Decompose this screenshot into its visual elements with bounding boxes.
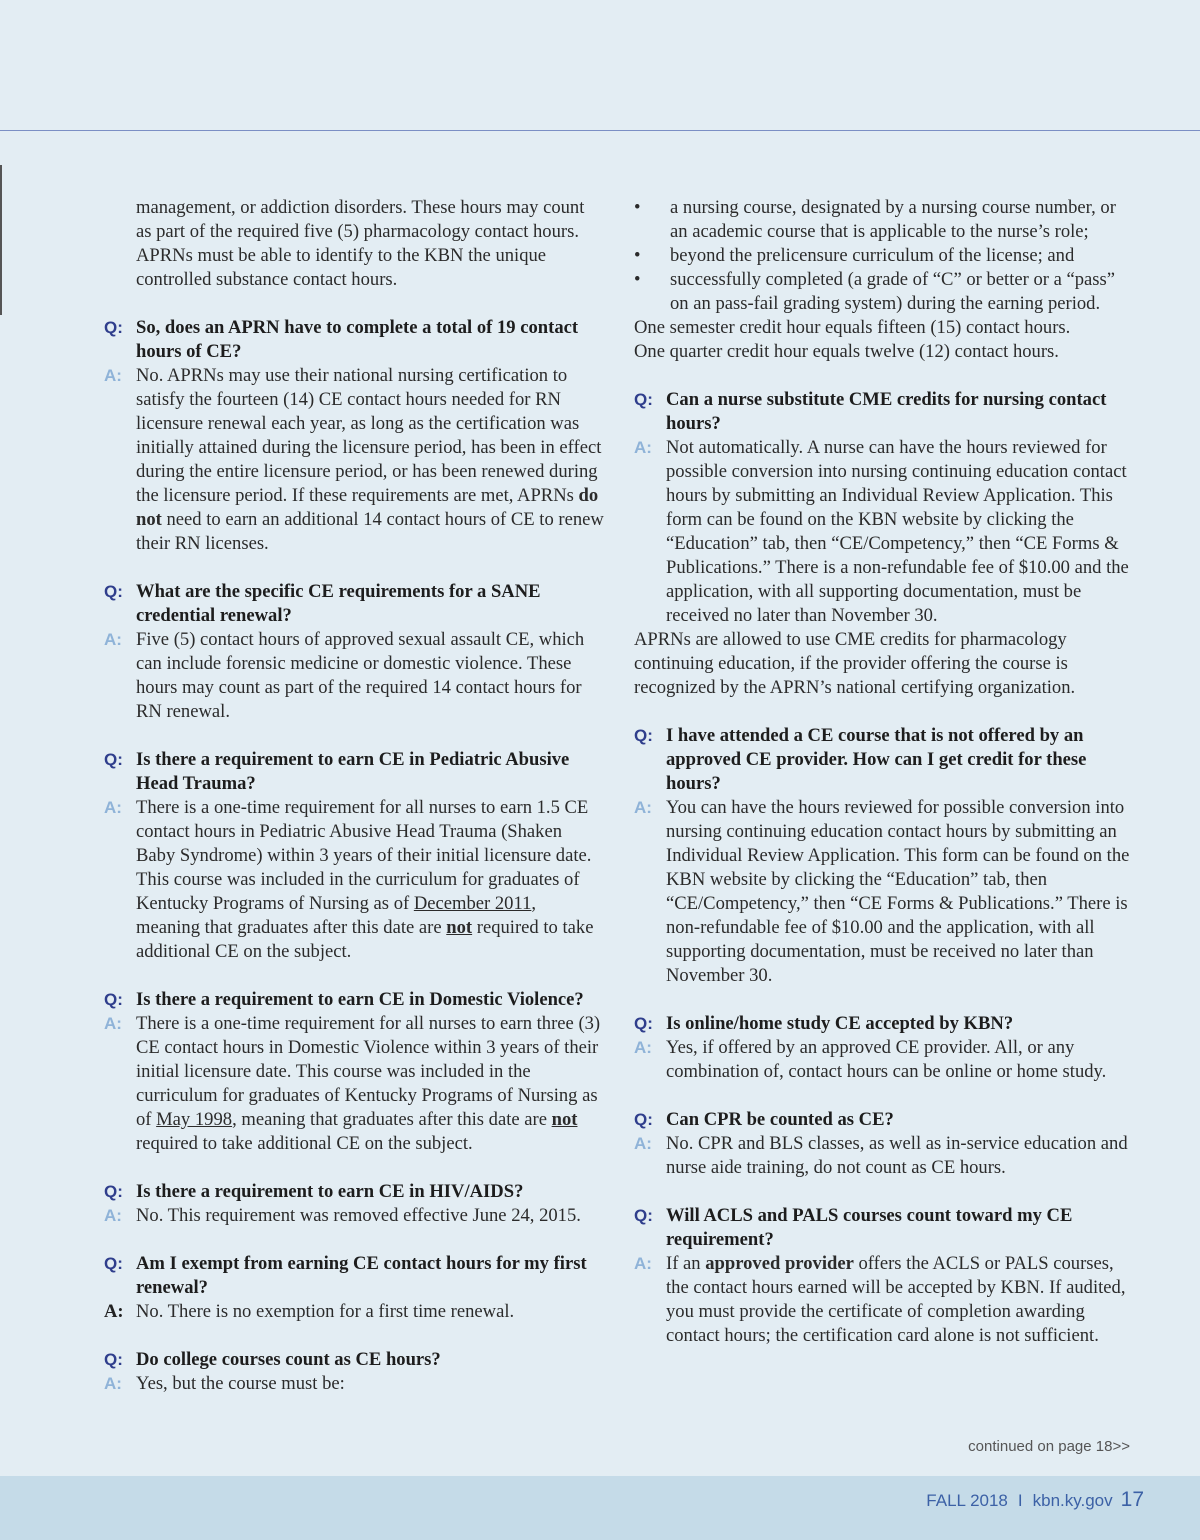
q-label: Q: <box>634 1014 653 1033</box>
answer-hiv <box>104 1204 604 1228</box>
question-text: Do college courses count as CE hours? <box>136 1349 441 1370</box>
q-label: Q: <box>104 1182 123 1201</box>
answer-college-courses <box>104 1372 604 1396</box>
margin-mark <box>0 165 2 315</box>
answer-domestic-violence <box>104 1012 604 1156</box>
answer-text: There is a one-time requirement for all nurses to earn three (3) CE contact hours in Domestic Violence within 3 years of their initial licensure date. This course was included in the curriculum for graduates of Kentucky Programs of Nursing as of <box>136 1013 601 1130</box>
answer-emphasis: do not <box>136 485 599 530</box>
q-label: Q: <box>634 726 653 745</box>
a-label: A: <box>104 1206 122 1225</box>
answer-first-renewal <box>104 1300 604 1324</box>
site-link[interactable]: kbn.ky.gov <box>1032 1491 1113 1510</box>
answer-text: need to earn an additional 14 contact hours of CE to renew their RN licenses. <box>136 509 604 554</box>
q-label: Q: <box>104 318 123 337</box>
answer-text: , meaning that graduates after this date are <box>232 1109 552 1130</box>
list-item-text: a nursing course, designated by a nursing course number, or an academic course that is applicable to the nurse’s role; <box>670 197 1116 242</box>
intro-paragraph: management, or addiction disorders. These hours may count as part of the required five (5) pharmacology contact hours. APRNs must be able to identify to the KBN the unique controlled substance contact hours. <box>136 197 585 290</box>
answer-cme <box>634 436 1134 628</box>
q-label: Q: <box>634 390 653 409</box>
question-cpr <box>634 1108 1134 1132</box>
header-rule <box>0 130 1200 131</box>
right-column <box>634 196 1134 1348</box>
answer-text: Yes, if offered by an approved CE provider. All, or any combination of, contact hours can be online or home study. <box>666 1037 1107 1082</box>
q-label: Q: <box>104 1254 123 1273</box>
question-text: Am I exempt from earning CE contact hours for my first renewal? <box>136 1253 587 1298</box>
a-label: A: <box>634 438 652 457</box>
bullet-icon: • <box>634 269 641 290</box>
answer-acls-pals <box>634 1252 1134 1348</box>
a-label: A: <box>104 798 122 817</box>
question-unapproved-provider <box>634 724 1134 796</box>
question-hiv <box>104 1180 604 1204</box>
question-text: Is there a requirement to earn CE in HIV/AIDS? <box>136 1181 524 1202</box>
answer-text: No. There is no exemption for a first time renewal. <box>136 1301 515 1322</box>
answer-sane <box>104 628 604 724</box>
answer-emphasis: not <box>446 917 473 938</box>
question-text: Will ACLS and PALS courses count toward my CE requirement? <box>666 1205 1073 1250</box>
answer-text: You can have the hours reviewed for possible conversion into nursing continuing education contact hours by submitting an Individual Review Application. This form can be found on the KBN website by clicking the “Education” tab, then “CE/Competency,” then “CE Forms & Publications.” There is non-refundable fee of $10.00 and the application, with all supporting documentation, must be received no later than November 30. <box>666 797 1130 986</box>
footer-separator: I <box>1017 1491 1023 1510</box>
answer-aprn-total <box>104 364 604 556</box>
credit-note-semester: One semester credit hour equals fifteen (15) contact hours. <box>634 317 1071 338</box>
bullet-icon: • <box>634 245 641 266</box>
a-label: A: <box>634 1254 652 1273</box>
a-label: A: <box>634 798 652 817</box>
q-label: Q: <box>104 750 123 769</box>
question-text: Is there a requirement to earn CE in Domestic Violence? <box>136 989 584 1010</box>
question-first-renewal <box>104 1252 604 1300</box>
q-label: Q: <box>634 1206 653 1225</box>
answer-text: required to take additional CE on the subject. <box>136 1133 473 1154</box>
issue-label: FALL 2018 <box>926 1491 1008 1510</box>
question-text: So, does an APRN have to complete a total of 19 contact hours of CE? <box>136 317 579 362</box>
answer-pediatric <box>104 796 604 964</box>
answer-text: There is a one-time requirement for all nurses to earn 1.5 CE contact hours in Pediatric Abusive Head Trauma (Shaken Baby Syndrome) within 3 years of their initial licensure date. This course was included in the curriculum for graduates of Kentucky Programs of Nursing as of <box>136 797 592 914</box>
answer-text: , meaning that graduates after this date are <box>136 893 537 938</box>
answer-text: No. APRNs may use their national nursing certification to satisfy the fourteen (14) CE contact hours needed for RN licensure renewal each year, as long as the certification was initially attained during the licensure period, has been in effect during the entire licensure period, or has been renewed during the licensure period. If these requirements are met, APRNs <box>136 365 602 506</box>
question-pediatric <box>104 748 604 796</box>
list-item-text: beyond the prelicensure curriculum of the license; and <box>670 245 1075 266</box>
answer-text: No. This requirement was removed effective June 24, 2015. <box>136 1205 581 1226</box>
bullet-icon: • <box>634 197 641 218</box>
aprn-cme-note: APRNs are allowed to use CME credits for pharmacology continuing education, if the provider offering the course is recognized by the APRN’s national certifying organization. <box>634 629 1076 698</box>
a-label: A: <box>104 1014 122 1033</box>
answer-emphasis: approved provider <box>705 1253 854 1274</box>
q-label: Q: <box>634 1110 653 1129</box>
date-underlined: May 1998 <box>156 1109 233 1130</box>
credit-note-quarter: One quarter credit hour equals twelve (12) contact hours. <box>634 341 1059 362</box>
answer-text: Yes, but the course must be: <box>136 1373 345 1394</box>
footer-text <box>926 1488 1144 1512</box>
date-underlined: December 2011 <box>413 893 532 914</box>
question-text: Is there a requirement to earn CE in Pediatric Abusive Head Trauma? <box>136 749 570 794</box>
a-label: A: <box>104 630 122 649</box>
continued-note: continued on page 18>> <box>968 1438 1130 1455</box>
page-number: 17 <box>1120 1488 1144 1511</box>
left-column <box>104 196 604 1396</box>
answer-text: offers the ACLS or PALS courses, the contact hours earned will be accepted by KBN. If audited, you must provide the certificate of completion awarding contact hours; the certification card alone is not sufficient. <box>666 1253 1126 1346</box>
a-label: A: <box>634 1134 652 1153</box>
question-college-courses <box>104 1348 604 1372</box>
question-sane <box>104 580 604 628</box>
question-domestic-violence <box>104 988 604 1012</box>
list-item-text: successfully completed (a grade of “C” or better or a “pass” on an pass-fail grading system) during the earning period. <box>670 269 1116 314</box>
a-label: A: <box>104 366 122 385</box>
answer-text: Not automatically. A nurse can have the hours reviewed for possible conversion into nursing continuing education contact hours by submitting an Individual Review Application. This form can be found on the KBN website by clicking the “Education” tab, then “CE/Competency,” then “CE Forms & Publications.” There is a non-refundable fee of $10.00 and the application, with all supporting documentation, must be received no later than November 30. <box>666 437 1129 626</box>
question-online-study <box>634 1012 1134 1036</box>
answer-online-study <box>634 1036 1134 1084</box>
answer-text: No. CPR and BLS classes, as well as in-service education and nurse aide training, do not count as CE hours. <box>666 1133 1128 1178</box>
a-label: A: <box>104 1301 124 1322</box>
list-item <box>634 244 1134 268</box>
q-label: Q: <box>104 990 123 1009</box>
question-acls-pals <box>634 1204 1134 1252</box>
question-text: Can a nurse substitute CME credits for nursing contact hours? <box>666 389 1107 434</box>
answer-text: required to take additional CE on the subject. <box>136 917 594 962</box>
question-text: What are the specific CE requirements for a SANE credential renewal? <box>136 581 541 626</box>
q-label: Q: <box>104 1350 123 1369</box>
question-cme <box>634 388 1134 436</box>
answer-unapproved-provider <box>634 796 1134 988</box>
answer-text: If an <box>666 1253 706 1274</box>
question-text: Can CPR be counted as CE? <box>666 1109 894 1130</box>
a-label: A: <box>634 1038 652 1057</box>
answer-cpr <box>634 1132 1134 1180</box>
question-text: I have attended a CE course that is not offered by an approved CE provider. How can I get credit for these hours? <box>666 725 1087 794</box>
q-label: Q: <box>104 582 123 601</box>
list-item <box>634 196 1134 244</box>
question-aprn-total <box>104 316 604 364</box>
answer-emphasis: not <box>551 1109 578 1130</box>
answer-text: Five (5) contact hours of approved sexual assault CE, which can include forensic medicine or domestic violence. These hours may count as part of the required 14 contact hours for RN renewal. <box>136 629 585 722</box>
question-text: Is online/home study CE accepted by KBN? <box>666 1013 1014 1034</box>
a-label: A: <box>104 1374 122 1393</box>
list-item <box>634 268 1134 316</box>
